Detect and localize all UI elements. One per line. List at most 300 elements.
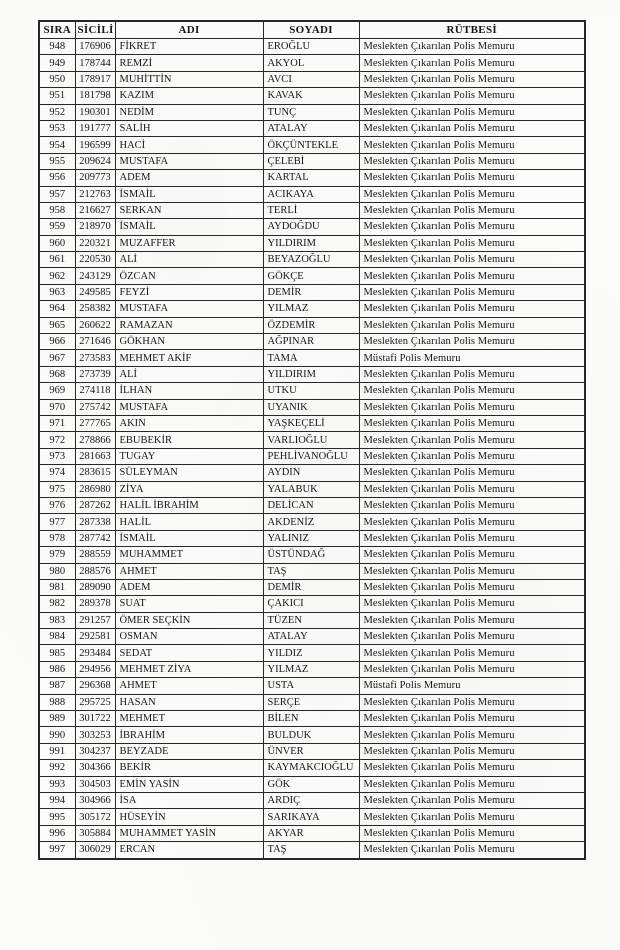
adi-cell: HÜSEYİN bbox=[115, 809, 263, 825]
rutbesi-cell: Meslekten Çıkarılan Polis Memuru bbox=[359, 235, 585, 251]
adi-cell: FİKRET bbox=[115, 39, 263, 55]
adi-cell: SÜLEYMAN bbox=[115, 465, 263, 481]
adi-cell: AHMET bbox=[115, 563, 263, 579]
sicili-cell: 218970 bbox=[75, 219, 115, 235]
rutbesi-cell: Meslekten Çıkarılan Polis Memuru bbox=[359, 383, 585, 399]
soyadi-cell: YILDIRIM bbox=[263, 235, 359, 251]
adi-cell: MEHMET ZİYA bbox=[115, 661, 263, 677]
table-row bbox=[39, 448, 585, 464]
soyadi-cell: ÜNVER bbox=[263, 743, 359, 759]
table-row bbox=[39, 71, 585, 87]
sicili-cell: 306029 bbox=[75, 842, 115, 859]
sicili-cell: 176906 bbox=[75, 39, 115, 55]
table-row bbox=[39, 202, 585, 218]
adi-cell: FEYZİ bbox=[115, 284, 263, 300]
sicili-cell: 305884 bbox=[75, 825, 115, 841]
table-row bbox=[39, 120, 585, 136]
table-row bbox=[39, 55, 585, 71]
sira-cell: 989 bbox=[39, 711, 75, 727]
sicili-cell: 273739 bbox=[75, 366, 115, 382]
sicili-cell: 274118 bbox=[75, 383, 115, 399]
sira-cell: 985 bbox=[39, 645, 75, 661]
rutbesi-cell: Meslekten Çıkarılan Polis Memuru bbox=[359, 645, 585, 661]
table-row bbox=[39, 137, 585, 153]
adi-cell: BEYZADE bbox=[115, 743, 263, 759]
sira-cell: 959 bbox=[39, 219, 75, 235]
sicili-cell: 277765 bbox=[75, 415, 115, 431]
adi-cell: İSMAİL bbox=[115, 219, 263, 235]
table-row bbox=[39, 334, 585, 350]
adi-cell: MUZAFFER bbox=[115, 235, 263, 251]
soyadi-cell: USTA bbox=[263, 678, 359, 694]
table-row bbox=[39, 563, 585, 579]
table-row bbox=[39, 252, 585, 268]
table-row bbox=[39, 88, 585, 104]
sicili-cell: 291257 bbox=[75, 612, 115, 628]
sicili-cell: 304503 bbox=[75, 776, 115, 792]
table-row bbox=[39, 383, 585, 399]
sira-cell: 975 bbox=[39, 481, 75, 497]
table-row bbox=[39, 350, 585, 366]
soyadi-cell: TERLİ bbox=[263, 202, 359, 218]
soyadi-cell: YAŞKEÇELİ bbox=[263, 415, 359, 431]
soyadi-cell: DEMİR bbox=[263, 579, 359, 595]
sira-cell: 992 bbox=[39, 760, 75, 776]
sira-cell: 960 bbox=[39, 235, 75, 251]
soyadi-cell: ATALAY bbox=[263, 120, 359, 136]
sicili-cell: 190301 bbox=[75, 104, 115, 120]
adi-cell: HALİL İBRAHİM bbox=[115, 497, 263, 513]
table-row bbox=[39, 465, 585, 481]
adi-cell: NEDİM bbox=[115, 104, 263, 120]
rutbesi-cell: Meslekten Çıkarılan Polis Memuru bbox=[359, 39, 585, 55]
sira-cell: 953 bbox=[39, 120, 75, 136]
soyadi-cell: AVCI bbox=[263, 71, 359, 87]
soyadi-cell: DEMİR bbox=[263, 284, 359, 300]
adi-cell: AHMET bbox=[115, 678, 263, 694]
sira-cell: 994 bbox=[39, 792, 75, 808]
sicili-cell: 271646 bbox=[75, 334, 115, 350]
soyadi-cell: GÖKÇE bbox=[263, 268, 359, 284]
adi-cell: İBRAHİM bbox=[115, 727, 263, 743]
adi-cell: ÖZCAN bbox=[115, 268, 263, 284]
adi-cell: ALİ bbox=[115, 366, 263, 382]
rutbesi-cell: Meslekten Çıkarılan Polis Memuru bbox=[359, 252, 585, 268]
sicili-cell: 293484 bbox=[75, 645, 115, 661]
sicili-cell: 289090 bbox=[75, 579, 115, 595]
soyadi-cell: BULDUK bbox=[263, 727, 359, 743]
soyadi-cell: ÇAKICI bbox=[263, 596, 359, 612]
sira-cell: 965 bbox=[39, 317, 75, 333]
sicili-cell: 243129 bbox=[75, 268, 115, 284]
sicili-cell: 216627 bbox=[75, 202, 115, 218]
table-header bbox=[39, 21, 585, 39]
sicili-cell: 304237 bbox=[75, 743, 115, 759]
rutbesi-cell: Meslekten Çıkarılan Polis Memuru bbox=[359, 366, 585, 382]
rutbesi-cell: Müstafi Polis Memuru bbox=[359, 678, 585, 694]
sira-cell: 973 bbox=[39, 448, 75, 464]
sira-cell: 968 bbox=[39, 366, 75, 382]
table-row bbox=[39, 39, 585, 55]
sira-cell: 979 bbox=[39, 547, 75, 563]
sira-cell: 970 bbox=[39, 399, 75, 415]
table-row bbox=[39, 678, 585, 694]
rutbesi-cell: Meslekten Çıkarılan Polis Memuru bbox=[359, 284, 585, 300]
header-soyadi: SOYADI bbox=[263, 21, 359, 39]
rutbesi-cell: Meslekten Çıkarılan Polis Memuru bbox=[359, 547, 585, 563]
sicili-cell: 178744 bbox=[75, 55, 115, 71]
adi-cell: KAZIM bbox=[115, 88, 263, 104]
table-row bbox=[39, 596, 585, 612]
sira-cell: 963 bbox=[39, 284, 75, 300]
sicili-cell: 212763 bbox=[75, 186, 115, 202]
soyadi-cell: UTKU bbox=[263, 383, 359, 399]
table-row bbox=[39, 153, 585, 169]
adi-cell: MUHAMMET bbox=[115, 547, 263, 563]
rutbesi-cell: Meslekten Çıkarılan Polis Memuru bbox=[359, 825, 585, 841]
sira-cell: 987 bbox=[39, 678, 75, 694]
table-row bbox=[39, 743, 585, 759]
adi-cell: İSA bbox=[115, 792, 263, 808]
adi-cell: TUGAY bbox=[115, 448, 263, 464]
sicili-cell: 292581 bbox=[75, 629, 115, 645]
personnel-table bbox=[38, 20, 586, 860]
soyadi-cell: EROĞLU bbox=[263, 39, 359, 55]
rutbesi-cell: Meslekten Çıkarılan Polis Memuru bbox=[359, 842, 585, 859]
soyadi-cell: AĞPINAR bbox=[263, 334, 359, 350]
adi-cell: ALİ bbox=[115, 252, 263, 268]
sicili-cell: 294956 bbox=[75, 661, 115, 677]
table-row bbox=[39, 399, 585, 415]
table-row bbox=[39, 170, 585, 186]
header-row bbox=[39, 21, 585, 39]
sicili-cell: 288576 bbox=[75, 563, 115, 579]
sira-cell: 952 bbox=[39, 104, 75, 120]
adi-cell: SUAT bbox=[115, 596, 263, 612]
sira-cell: 991 bbox=[39, 743, 75, 759]
rutbesi-cell: Meslekten Çıkarılan Polis Memuru bbox=[359, 596, 585, 612]
table-row bbox=[39, 612, 585, 628]
adi-cell: MUSTAFA bbox=[115, 153, 263, 169]
rutbesi-cell: Meslekten Çıkarılan Polis Memuru bbox=[359, 776, 585, 792]
sira-cell: 954 bbox=[39, 137, 75, 153]
sicili-cell: 181798 bbox=[75, 88, 115, 104]
adi-cell: OSMAN bbox=[115, 629, 263, 645]
adi-cell: ZİYA bbox=[115, 481, 263, 497]
table-row bbox=[39, 727, 585, 743]
sicili-cell: 273583 bbox=[75, 350, 115, 366]
table-row bbox=[39, 645, 585, 661]
rutbesi-cell: Meslekten Çıkarılan Polis Memuru bbox=[359, 334, 585, 350]
table-row bbox=[39, 792, 585, 808]
rutbesi-cell: Meslekten Çıkarılan Polis Memuru bbox=[359, 415, 585, 431]
sicili-cell: 303253 bbox=[75, 727, 115, 743]
table-row bbox=[39, 530, 585, 546]
sicili-cell: 209624 bbox=[75, 153, 115, 169]
sicili-cell: 260622 bbox=[75, 317, 115, 333]
adi-cell: ADEM bbox=[115, 579, 263, 595]
soyadi-cell: ATALAY bbox=[263, 629, 359, 645]
soyadi-cell: SERÇE bbox=[263, 694, 359, 710]
sira-cell: 955 bbox=[39, 153, 75, 169]
scanned-document-page bbox=[0, 20, 620, 950]
soyadi-cell: KAVAK bbox=[263, 88, 359, 104]
sira-cell: 950 bbox=[39, 71, 75, 87]
table-row bbox=[39, 776, 585, 792]
sicili-cell: 304966 bbox=[75, 792, 115, 808]
sira-cell: 949 bbox=[39, 55, 75, 71]
soyadi-cell: TÜZEN bbox=[263, 612, 359, 628]
table-row bbox=[39, 547, 585, 563]
sira-cell: 983 bbox=[39, 612, 75, 628]
soyadi-cell: UYANIK bbox=[263, 399, 359, 415]
sicili-cell: 178917 bbox=[75, 71, 115, 87]
adi-cell: İSMAİL bbox=[115, 186, 263, 202]
adi-cell: AKIN bbox=[115, 415, 263, 431]
soyadi-cell: SARIKAYA bbox=[263, 809, 359, 825]
adi-cell: MUSTAFA bbox=[115, 399, 263, 415]
table-row bbox=[39, 760, 585, 776]
adi-cell: HALİL bbox=[115, 514, 263, 530]
soyadi-cell: AYDIN bbox=[263, 465, 359, 481]
table-row bbox=[39, 661, 585, 677]
adi-cell: ADEM bbox=[115, 170, 263, 186]
rutbesi-cell: Meslekten Çıkarılan Polis Memuru bbox=[359, 612, 585, 628]
adi-cell: İSMAİL bbox=[115, 530, 263, 546]
header-sicili: SİCİLİ bbox=[75, 21, 115, 39]
sira-cell: 980 bbox=[39, 563, 75, 579]
rutbesi-cell: Müstafi Polis Memuru bbox=[359, 350, 585, 366]
sicili-cell: 275742 bbox=[75, 399, 115, 415]
soyadi-cell: AKYOL bbox=[263, 55, 359, 71]
adi-cell: HACİ bbox=[115, 137, 263, 153]
soyadi-cell: DELİCAN bbox=[263, 497, 359, 513]
adi-cell: ERCAN bbox=[115, 842, 263, 859]
rutbesi-cell: Meslekten Çıkarılan Polis Memuru bbox=[359, 809, 585, 825]
rutbesi-cell: Meslekten Çıkarılan Polis Memuru bbox=[359, 120, 585, 136]
sira-cell: 971 bbox=[39, 415, 75, 431]
soyadi-cell: ÜSTÜNDAĞ bbox=[263, 547, 359, 563]
sira-cell: 969 bbox=[39, 383, 75, 399]
soyadi-cell: YILMAZ bbox=[263, 661, 359, 677]
sira-cell: 966 bbox=[39, 334, 75, 350]
adi-cell: MEHMET bbox=[115, 711, 263, 727]
rutbesi-cell: Meslekten Çıkarılan Polis Memuru bbox=[359, 88, 585, 104]
sicili-cell: 304366 bbox=[75, 760, 115, 776]
table-body bbox=[39, 39, 585, 859]
soyadi-cell: YALINIZ bbox=[263, 530, 359, 546]
sira-cell: 951 bbox=[39, 88, 75, 104]
soyadi-cell: YILDIRIM bbox=[263, 366, 359, 382]
rutbesi-cell: Meslekten Çıkarılan Polis Memuru bbox=[359, 432, 585, 448]
table-row bbox=[39, 104, 585, 120]
rutbesi-cell: Meslekten Çıkarılan Polis Memuru bbox=[359, 792, 585, 808]
rutbesi-cell: Meslekten Çıkarılan Polis Memuru bbox=[359, 153, 585, 169]
sira-cell: 964 bbox=[39, 301, 75, 317]
sira-cell: 996 bbox=[39, 825, 75, 841]
sira-cell: 988 bbox=[39, 694, 75, 710]
table-row bbox=[39, 842, 585, 859]
soyadi-cell: VARLIOĞLU bbox=[263, 432, 359, 448]
sira-cell: 982 bbox=[39, 596, 75, 612]
soyadi-cell: BEYAZOĞLU bbox=[263, 252, 359, 268]
adi-cell: HASAN bbox=[115, 694, 263, 710]
soyadi-cell: AKYAR bbox=[263, 825, 359, 841]
sira-cell: 978 bbox=[39, 530, 75, 546]
rutbesi-cell: Meslekten Çıkarılan Polis Memuru bbox=[359, 186, 585, 202]
soyadi-cell: KAYMAKCIOĞLU bbox=[263, 760, 359, 776]
header-sira: SIRA bbox=[39, 21, 75, 39]
soyadi-cell: YILDIZ bbox=[263, 645, 359, 661]
rutbesi-cell: Meslekten Çıkarılan Polis Memuru bbox=[359, 170, 585, 186]
soyadi-cell: ACIKAYA bbox=[263, 186, 359, 202]
soyadi-cell: ÖKÇÜNTEKLE bbox=[263, 137, 359, 153]
sira-cell: 984 bbox=[39, 629, 75, 645]
soyadi-cell: TAMA bbox=[263, 350, 359, 366]
sicili-cell: 191777 bbox=[75, 120, 115, 136]
adi-cell: REMZİ bbox=[115, 55, 263, 71]
sira-cell: 997 bbox=[39, 842, 75, 859]
soyadi-cell: KARTAL bbox=[263, 170, 359, 186]
rutbesi-cell: Meslekten Çıkarılan Polis Memuru bbox=[359, 71, 585, 87]
adi-cell: SALİH bbox=[115, 120, 263, 136]
rutbesi-cell: Meslekten Çıkarılan Polis Memuru bbox=[359, 219, 585, 235]
adi-cell: SERKAN bbox=[115, 202, 263, 218]
rutbesi-cell: Meslekten Çıkarılan Polis Memuru bbox=[359, 268, 585, 284]
soyadi-cell: ÇELEBİ bbox=[263, 153, 359, 169]
table-row bbox=[39, 514, 585, 530]
table-row bbox=[39, 235, 585, 251]
adi-cell: RAMAZAN bbox=[115, 317, 263, 333]
table-row bbox=[39, 268, 585, 284]
rutbesi-cell: Meslekten Çıkarılan Polis Memuru bbox=[359, 760, 585, 776]
soyadi-cell: TUNÇ bbox=[263, 104, 359, 120]
sicili-cell: 209773 bbox=[75, 170, 115, 186]
sicili-cell: 283615 bbox=[75, 465, 115, 481]
table-row bbox=[39, 711, 585, 727]
rutbesi-cell: Meslekten Çıkarılan Polis Memuru bbox=[359, 448, 585, 464]
soyadi-cell: YILMAZ bbox=[263, 301, 359, 317]
adi-cell: EMİN YASİN bbox=[115, 776, 263, 792]
adi-cell: İLHAN bbox=[115, 383, 263, 399]
soyadi-cell: ÖZDEMİR bbox=[263, 317, 359, 333]
sira-cell: 948 bbox=[39, 39, 75, 55]
table-row bbox=[39, 284, 585, 300]
table-row bbox=[39, 415, 585, 431]
sira-cell: 967 bbox=[39, 350, 75, 366]
sira-cell: 962 bbox=[39, 268, 75, 284]
sicili-cell: 301722 bbox=[75, 711, 115, 727]
rutbesi-cell: Meslekten Çıkarılan Polis Memuru bbox=[359, 563, 585, 579]
soyadi-cell: AYDOĞDU bbox=[263, 219, 359, 235]
sicili-cell: 258382 bbox=[75, 301, 115, 317]
sicili-cell: 289378 bbox=[75, 596, 115, 612]
sicili-cell: 220321 bbox=[75, 235, 115, 251]
adi-cell: BEKİR bbox=[115, 760, 263, 776]
sira-cell: 961 bbox=[39, 252, 75, 268]
soyadi-cell: GÖK bbox=[263, 776, 359, 792]
rutbesi-cell: Meslekten Çıkarılan Polis Memuru bbox=[359, 137, 585, 153]
adi-cell: MUHAMMET YASİN bbox=[115, 825, 263, 841]
sicili-cell: 278866 bbox=[75, 432, 115, 448]
sira-cell: 957 bbox=[39, 186, 75, 202]
rutbesi-cell: Meslekten Çıkarılan Polis Memuru bbox=[359, 399, 585, 415]
rutbesi-cell: Meslekten Çıkarılan Polis Memuru bbox=[359, 694, 585, 710]
adi-cell: MEHMET AKİF bbox=[115, 350, 263, 366]
table-row bbox=[39, 301, 585, 317]
sicili-cell: 287262 bbox=[75, 497, 115, 513]
rutbesi-cell: Meslekten Çıkarılan Polis Memuru bbox=[359, 579, 585, 595]
rutbesi-cell: Meslekten Çıkarılan Polis Memuru bbox=[359, 727, 585, 743]
sicili-cell: 296368 bbox=[75, 678, 115, 694]
table-row bbox=[39, 629, 585, 645]
sicili-cell: 295725 bbox=[75, 694, 115, 710]
sicili-cell: 220530 bbox=[75, 252, 115, 268]
sira-cell: 993 bbox=[39, 776, 75, 792]
rutbesi-cell: Meslekten Çıkarılan Polis Memuru bbox=[359, 711, 585, 727]
sira-cell: 995 bbox=[39, 809, 75, 825]
rutbesi-cell: Meslekten Çıkarılan Polis Memuru bbox=[359, 514, 585, 530]
rutbesi-cell: Meslekten Çıkarılan Polis Memuru bbox=[359, 629, 585, 645]
rutbesi-cell: Meslekten Çıkarılan Polis Memuru bbox=[359, 55, 585, 71]
rutbesi-cell: Meslekten Çıkarılan Polis Memuru bbox=[359, 743, 585, 759]
header-adi: ADI bbox=[115, 21, 263, 39]
soyadi-cell: YALABUK bbox=[263, 481, 359, 497]
rutbesi-cell: Meslekten Çıkarılan Polis Memuru bbox=[359, 497, 585, 513]
soyadi-cell: AKDENİZ bbox=[263, 514, 359, 530]
adi-cell: MUHİTTİN bbox=[115, 71, 263, 87]
sira-cell: 972 bbox=[39, 432, 75, 448]
sicili-cell: 305172 bbox=[75, 809, 115, 825]
rutbesi-cell: Meslekten Çıkarılan Polis Memuru bbox=[359, 104, 585, 120]
sicili-cell: 286980 bbox=[75, 481, 115, 497]
sicili-cell: 288559 bbox=[75, 547, 115, 563]
sira-cell: 981 bbox=[39, 579, 75, 595]
sira-cell: 976 bbox=[39, 497, 75, 513]
table-row bbox=[39, 825, 585, 841]
sira-cell: 958 bbox=[39, 202, 75, 218]
sicili-cell: 281663 bbox=[75, 448, 115, 464]
sira-cell: 956 bbox=[39, 170, 75, 186]
adi-cell: EBUBEKİR bbox=[115, 432, 263, 448]
rutbesi-cell: Meslekten Çıkarılan Polis Memuru bbox=[359, 301, 585, 317]
soyadi-cell: ARDIÇ bbox=[263, 792, 359, 808]
sicili-cell: 196599 bbox=[75, 137, 115, 153]
rutbesi-cell: Meslekten Çıkarılan Polis Memuru bbox=[359, 202, 585, 218]
table-row bbox=[39, 219, 585, 235]
sicili-cell: 287338 bbox=[75, 514, 115, 530]
sira-cell: 974 bbox=[39, 465, 75, 481]
rutbesi-cell: Meslekten Çıkarılan Polis Memuru bbox=[359, 661, 585, 677]
adi-cell: MUSTAFA bbox=[115, 301, 263, 317]
table-row bbox=[39, 432, 585, 448]
table-row bbox=[39, 186, 585, 202]
header-rutbesi: RÜTBESİ bbox=[359, 21, 585, 39]
soyadi-cell: PEHLİVANOĞLU bbox=[263, 448, 359, 464]
adi-cell: ÖMER SEÇKİN bbox=[115, 612, 263, 628]
sicili-cell: 249585 bbox=[75, 284, 115, 300]
table-row bbox=[39, 317, 585, 333]
soyadi-cell: BİLEN bbox=[263, 711, 359, 727]
rutbesi-cell: Meslekten Çıkarılan Polis Memuru bbox=[359, 465, 585, 481]
sira-cell: 986 bbox=[39, 661, 75, 677]
table-row bbox=[39, 579, 585, 595]
soyadi-cell: TAŞ bbox=[263, 563, 359, 579]
soyadi-cell: TAŞ bbox=[263, 842, 359, 859]
rutbesi-cell: Meslekten Çıkarılan Polis Memuru bbox=[359, 530, 585, 546]
adi-cell: SEDAT bbox=[115, 645, 263, 661]
sira-cell: 977 bbox=[39, 514, 75, 530]
